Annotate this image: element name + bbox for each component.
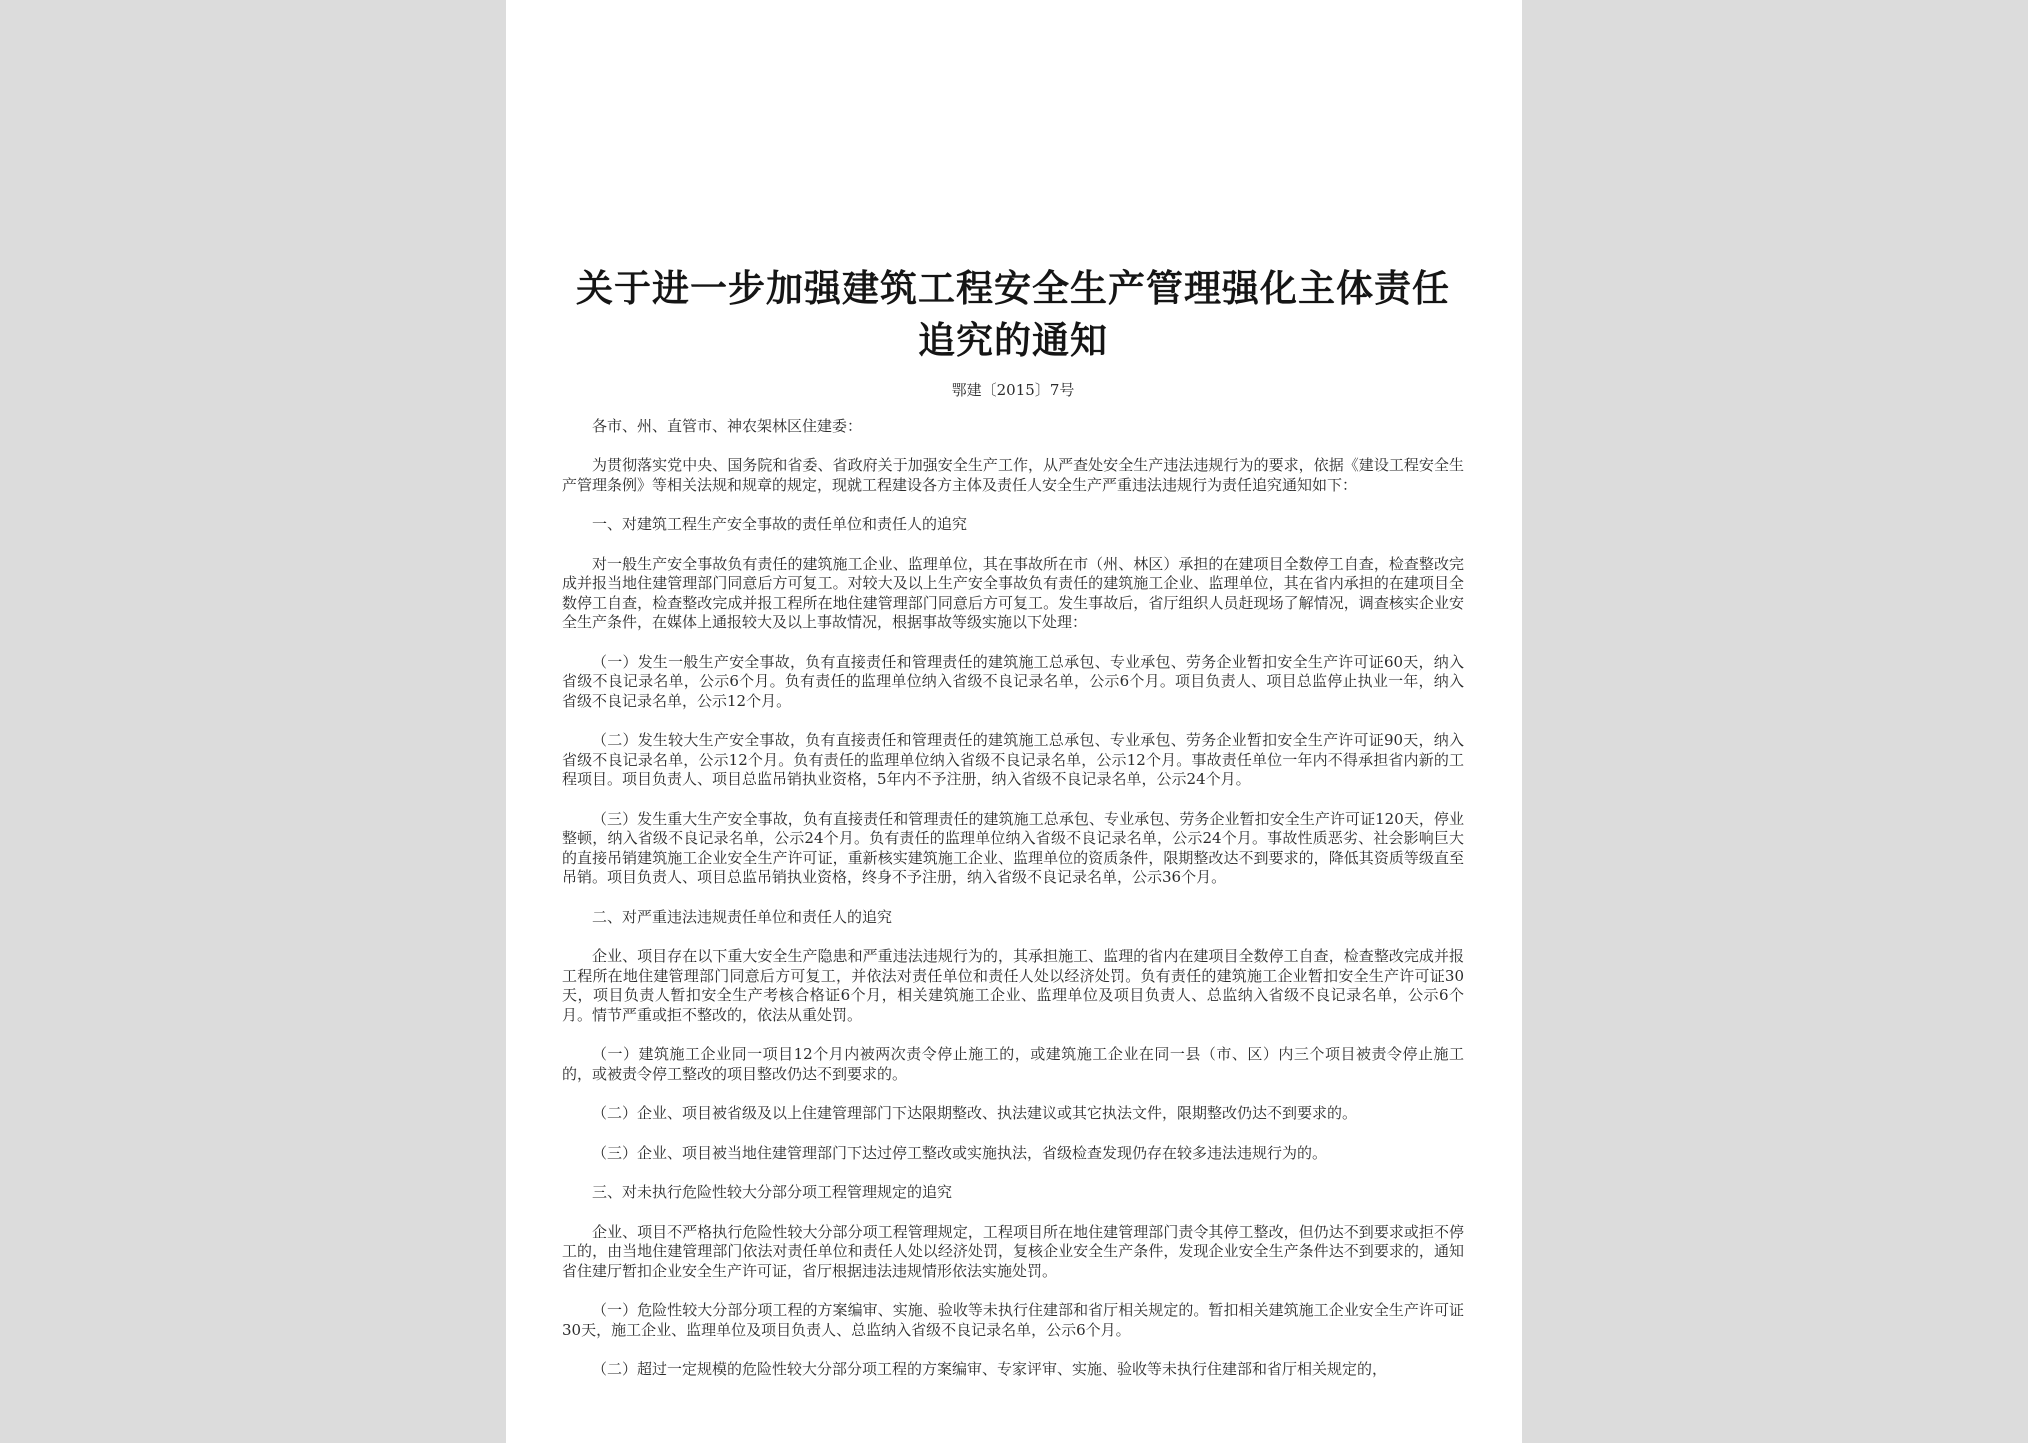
document-title: 关于进一步加强建筑工程安全生产管理强化主体责任追究的通知 [576,266,1450,362]
body-paragraph: 企业、项目不严格执行危险性较大分部分项工程管理规定，工程项目所在地住建管理部门责令其停工整改，但仍达不到要求或拒不停工的，由当地住建管理部门依法对责任单位和责任人处以经济处罚，复核企业安全生产条件，发现企业安全生产条件达不到要求的，通知省住建厅暂扣企业安全生产许可证，省厅根据违法违规情形依法实施处罚。 [562,1222,1464,1280]
list-item: （二）发生较大生产安全事故，负有直接责任和管理责任的建筑施工总承包、专业承包、劳务企业暂扣安全生产许可证90天，纳入省级不良记录名单，公示12个月。负有责任的监理单位纳入省级不良记录名单，公示12个月。事故责任单位一年内不得承担省内新的工程项目。项目负责人、项目总监吊销执业资格，5年内不予注册，纳入省级不良记录名单，公示24个月。 [562,731,1464,788]
section-heading: 二、对严重违法违规责任单位和责任人的追究 [592,907,893,926]
list-item: （二）超过一定规模的危险性较大分部分项工程的方案编审、专家评审、实施、验收等未执行住建部和省厅相关规定的， [592,1360,1388,1378]
document-number: 鄂建〔2015〕7号 [951,381,1075,399]
list-item: （三）企业、项目被当地住建管理部门下达过停工整改或实施执法，省级检查发现仍存在较多违法违规行为的。 [592,1143,1328,1162]
list-item: （三）发生重大生产安全事故，负有直接责任和管理责任的建筑施工总承包、专业承包、劳务企业暂扣安全生产许可证120天，停业整顿，纳入省级不良记录名单，公示24个月。负有责任的监理单位纳入省级不良记录名单，公示24个月。事故性质恶劣、社会影响巨大的直接吊销建筑施工企业安全生产许可证，重新核实建筑施工企业、监理单位的资质条件，限期整改达不到要求的，降低其资质等级直至吊销。项目负责人、项目总监吊销执业资格，终身不予注册，纳入省级不良记录名单，公示36个月。 [562,809,1464,886]
body-paragraph: 企业、项目存在以下重大安全生产隐患和严重违法违规行为的，其承担施工、监理的省内在建项目全数停工自查，检查整改完成并报工程所在地住建管理部门同意后方可复工，并依法对责任单位和责任人处以经济处罚。负有责任的建筑施工企业暂扣安全生产许可证30天，项目负责人暂扣安全生产考核合格证6个月，相关建筑施工企业、监理单位及项目负责人、总监纳入省级不良记录名单，公示6个月。情节严重或拒不整改的，依法从重处罚。 [562,947,1464,1024]
salutation: 各市、州、直管市、神农架林区住建委： [592,417,863,435]
list-item: （一）建筑施工企业同一项目12个月内被两次责令停止施工的，或建筑施工企业在同一县（市、区）内三个项目被责令停止施工的，或被责令停工整改的项目整改仍达不到要求的。 [562,1045,1464,1083]
list-item: （一）发生一般生产安全事故，负有直接责任和管理责任的建筑施工总承包、专业承包、劳务企业暂扣安全生产许可证60天，纳入省级不良记录名单，公示6个月。负有责任的监理单位纳入省级不良记录名单，公示6个月。项目负责人、项目总监停止执业一年，纳入省级不良记录名单，公示12个月。 [562,652,1464,710]
document-page [506,0,1522,1443]
section-heading: 三、对未执行危险性较大分部分项工程管理规定的追究 [592,1183,953,1201]
intro-paragraph: 为贯彻落实党中央、国务院和省委、省政府关于加强安全生产工作，从严查处安全生产违法违规行为的要求，依据《建设工程安全生产管理条例》等相关法规和规章的规定，现就工程建设各方主体及责任人安全生产严重违法违规行为责任追究通知如下： [562,456,1464,494]
body-paragraph: 对一般生产安全事故负有责任的建筑施工企业、监理单位，其在事故所在市（州、林区）承担的在建项目全数停工自查，检查整改完成并报当地住建管理部门同意后方可复工。对较大及以上生产安全事故负有责任的建筑施工企业、监理单位，其在省内承担的在建项目全数停工自查，检查整改完成并报工程所在地住建管理部门同意后方可复工。发生事故后，省厅组织人员赶现场了解情况，调查核实企业安全生产条件，在媒体上通报较大及以上事故情况，根据事故等级实施以下处理： [562,554,1464,631]
list-item: （二）企业、项目被省级及以上住建管理部门下达限期整改、执法建议或其它执法文件，限期整改仍达不到要求的。 [592,1104,1358,1122]
list-item: （一）危险性较大分部分项工程的方案编审、实施、验收等未执行住建部和省厅相关规定的。暂扣相关建筑施工企业安全生产许可证30天，施工企业、监理单位及项目负责人、总监纳入省级不良记录名单，公示6个月。 [562,1301,1464,1339]
section-heading: 一、对建筑工程生产安全事故的责任单位和责任人的追究 [592,515,968,533]
